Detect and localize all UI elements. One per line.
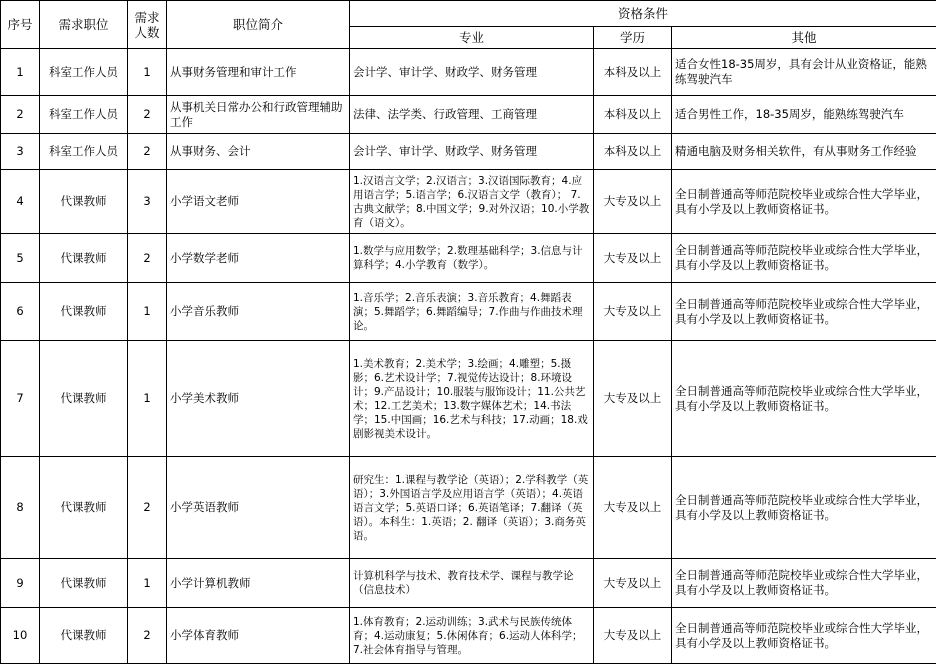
cell-position: 代课教师 [40,234,128,283]
cell-count: 2 [128,134,167,170]
cell-seq: 1 [1,49,40,96]
cell-position: 科室工作人员 [40,96,128,134]
table-row [1,608,936,664]
cell-count: 3 [128,170,167,234]
table-row [1,96,936,134]
cell-seq: 4 [1,170,40,234]
header-qualifications: 资格条件 [350,1,936,27]
cell-other: 全日制普通高等师范院校毕业或综合性大学毕业，具有小学及以上教师资格证书。 [672,341,936,457]
cell-education: 大专及以上 [594,234,672,283]
cell-other: 全日制普通高等师范院校毕业或综合性大学毕业，具有小学及以上教师资格证书。 [672,457,936,559]
cell-position: 代课教师 [40,457,128,559]
cell-seq: 3 [1,134,40,170]
header-other: 其他 [672,27,936,49]
cell-count: 2 [128,608,167,664]
table-row [1,457,936,559]
cell-count: 2 [128,457,167,559]
cell-intro: 小学英语教师 [167,457,350,559]
cell-seq: 10 [1,608,40,664]
cell-other: 全日制普通高等师范院校毕业或综合性大学毕业，具有小学及以上教师资格证书。 [672,234,936,283]
cell-other: 适合男性工作，18-35周岁，能熟练驾驶汽车 [672,96,936,134]
cell-education: 本科及以上 [594,134,672,170]
table-row [1,559,936,608]
cell-position: 代课教师 [40,283,128,341]
header-row-1 [1,1,936,27]
cell-intro: 从事财务管理和审计工作 [167,49,350,96]
cell-intro: 小学计算机教师 [167,559,350,608]
header-position: 需求职位 [40,1,128,49]
cell-position: 代课教师 [40,341,128,457]
cell-other: 全日制普通高等师范院校毕业或综合性大学毕业，具有小学及以上教师资格证书。 [672,170,936,234]
cell-major: 1.数学与应用数学；2.数理基础科学；3.信息与计算科学；4.小学教育（数学）。 [350,234,594,283]
header-seq: 序号 [1,1,40,49]
cell-education: 大专及以上 [594,559,672,608]
cell-count: 2 [128,96,167,134]
table-row [1,234,936,283]
cell-education: 大专及以上 [594,341,672,457]
cell-major: 研究生：1.课程与教学论（英语）；2.学科教学（英语）；3.外国语言学及应用语言学（英语）；4.英语语言文学；5.英语口译；6.英语笔译；7.翻译（英语）。本科生：1.英语；2. 翻译（英语）；3.商务英语。 [350,457,594,559]
cell-count: 1 [128,341,167,457]
cell-major: 法律、法学类、行政管理、工商管理 [350,96,594,134]
table-row [1,49,936,96]
cell-major: 1.美术教育；2.美术学；3.绘画；4.雕塑；5.摄影；6.艺术设计学；7.视觉传达设计；8.环境设计；9.产品设计；10.服装与服饰设计；11.公共艺术；12.工艺美术；13.数字媒体艺术；14.书法学；15.中国画；16.艺术与科技；17.动画；18.戏剧影视美术设计。 [350,341,594,457]
table-row [1,170,936,234]
cell-major: 会计学、审计学、财政学、财务管理 [350,49,594,96]
cell-intro: 小学语文老师 [167,170,350,234]
cell-seq: 7 [1,341,40,457]
cell-seq: 8 [1,457,40,559]
cell-other: 全日制普通高等师范院校毕业或综合性大学毕业，具有小学及以上教师资格证书。 [672,608,936,664]
cell-intro: 小学体育教师 [167,608,350,664]
cell-education: 大专及以上 [594,170,672,234]
cell-major: 计算机科学与技术、教育技术学、课程与教学论（信息技术） [350,559,594,608]
cell-intro: 小学数学老师 [167,234,350,283]
cell-other: 精通电脑及财务相关软件，有从事财务工作经验 [672,134,936,170]
cell-other: 适合女性18-35周岁，具有会计从业资格证，能熟练驾驶汽车 [672,49,936,96]
cell-count: 1 [128,559,167,608]
cell-seq: 9 [1,559,40,608]
table-row [1,134,936,170]
cell-other: 全日制普通高等师范院校毕业或综合性大学毕业，具有小学及以上教师资格证书。 [672,283,936,341]
cell-major: 会计学、审计学、财政学、财务管理 [350,134,594,170]
table-row [1,341,936,457]
cell-position: 代课教师 [40,608,128,664]
cell-intro: 从事机关日常办公和行政管理辅助工作 [167,96,350,134]
cell-count: 1 [128,283,167,341]
cell-education: 大专及以上 [594,283,672,341]
cell-intro: 小学美术教师 [167,341,350,457]
header-count: 需求人数 [128,1,167,49]
header-major: 专业 [350,27,594,49]
cell-intro: 从事财务、会计 [167,134,350,170]
cell-education: 大专及以上 [594,457,672,559]
cell-position: 代课教师 [40,559,128,608]
table-row [1,283,936,341]
cell-other: 全日制普通高等师范院校毕业或综合性大学毕业，具有小学及以上教师资格证书。 [672,559,936,608]
cell-count: 1 [128,49,167,96]
cell-major: 1.体育教育；2.运动训练；3.武术与民族传统体育；4.运动康复；5.休闲体育；6.运动人体科学；7.社会体育指导与管理。 [350,608,594,664]
cell-count: 2 [128,234,167,283]
cell-position: 科室工作人员 [40,134,128,170]
cell-seq: 2 [1,96,40,134]
cell-position: 代课教师 [40,170,128,234]
header-intro: 职位简介 [167,1,350,49]
cell-education: 大专及以上 [594,608,672,664]
cell-major: 1.音乐学；2.音乐表演；3.音乐教育；4.舞蹈表演；5.舞蹈学；6.舞蹈编导；7.作曲与作曲技术理论。 [350,283,594,341]
cell-intro: 小学音乐教师 [167,283,350,341]
cell-position: 科室工作人员 [40,49,128,96]
cell-seq: 6 [1,283,40,341]
cell-major: 1.汉语言文学；2.汉语言；3.汉语国际教育；4.应用语言学；5.语言学；6.汉语言文学（教育）； 7.古典文献学；8.中国文学；9.对外汉语；10.小学教育（语文）。 [350,170,594,234]
cell-seq: 5 [1,234,40,283]
cell-education: 本科及以上 [594,49,672,96]
header-education: 学历 [594,27,672,49]
cell-education: 本科及以上 [594,96,672,134]
